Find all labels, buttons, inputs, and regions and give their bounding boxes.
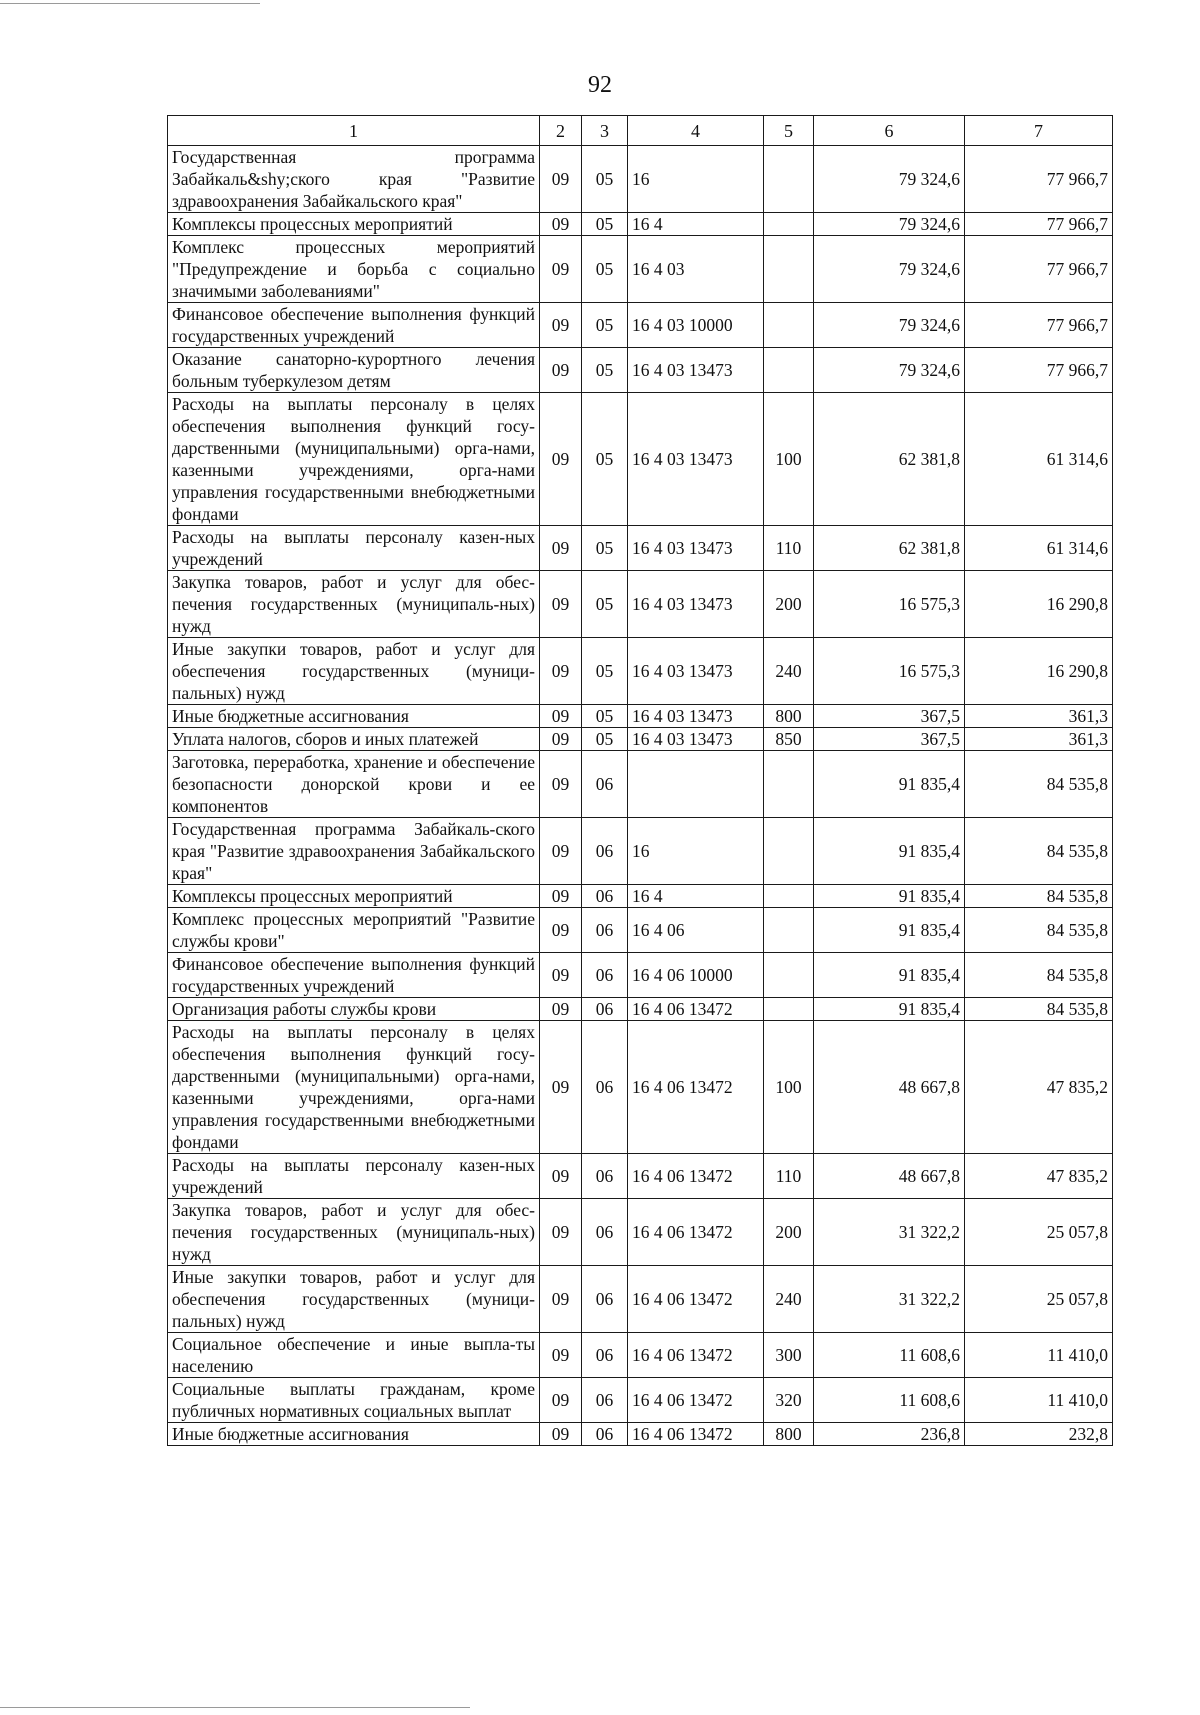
row-description: Комплекс процессных мероприятий "Развитие службы крови"	[168, 908, 540, 953]
row-amount-year-2: 84 535,8	[965, 751, 1113, 818]
row-description: Финансовое обеспечение выполнения функций государственных учреждений	[168, 303, 540, 348]
row-amount-year-2: 77 966,7	[965, 348, 1113, 393]
row-target-article: 16 4	[628, 213, 764, 236]
row-subsection-code: 06	[582, 953, 628, 998]
row-expense-type	[764, 348, 814, 393]
row-expense-type	[764, 751, 814, 818]
row-expense-type: 110	[764, 526, 814, 571]
table-header-row	[168, 116, 1113, 146]
row-section-code: 09	[540, 213, 582, 236]
row-expense-type	[764, 303, 814, 348]
row-amount-year-1: 236,8	[814, 1423, 965, 1446]
row-description: Комплексы процессных мероприятий	[168, 213, 540, 236]
row-target-article: 16 4 03 13473	[628, 571, 764, 638]
row-subsection-code: 06	[582, 1266, 628, 1333]
row-description: Расходы на выплаты персоналу в целях обеспечения выполнения функций госу-дарственными (муниципальными) орга-нами, казенными учреждениями, орга-нами управления государственными внебюджетными фондами	[168, 393, 540, 526]
row-target-article: 16 4 06 13472	[628, 1378, 764, 1423]
table-row	[168, 526, 1113, 571]
row-target-article: 16 4 06 13472	[628, 1266, 764, 1333]
row-expense-type	[764, 236, 814, 303]
table-row	[168, 998, 1113, 1021]
row-description: Финансовое обеспечение выполнения функций государственных учреждений	[168, 953, 540, 998]
row-expense-type: 100	[764, 1021, 814, 1154]
row-description: Социальные выплаты гражданам, кроме публичных нормативных социальных выплат	[168, 1378, 540, 1423]
column-header: 7	[965, 116, 1113, 146]
row-description: Иные закупки товаров, работ и услуг для обеспечения государственных (муници-пальных) нужд	[168, 638, 540, 705]
row-target-article	[628, 751, 764, 818]
row-subsection-code: 06	[582, 1333, 628, 1378]
row-section-code: 09	[540, 908, 582, 953]
row-amount-year-2: 361,3	[965, 728, 1113, 751]
row-amount-year-1: 11 608,6	[814, 1333, 965, 1378]
row-section-code: 09	[540, 348, 582, 393]
table-row	[168, 571, 1113, 638]
row-amount-year-1: 31 322,2	[814, 1266, 965, 1333]
row-section-code: 09	[540, 1423, 582, 1446]
table-row	[168, 1378, 1113, 1423]
row-amount-year-1: 367,5	[814, 705, 965, 728]
row-subsection-code: 06	[582, 998, 628, 1021]
scan-edge-line	[0, 3, 260, 4]
row-subsection-code: 05	[582, 213, 628, 236]
row-target-article: 16 4 03 13473	[628, 705, 764, 728]
row-target-article: 16 4 06 10000	[628, 953, 764, 998]
table-row	[168, 638, 1113, 705]
row-section-code: 09	[540, 1378, 582, 1423]
row-subsection-code: 05	[582, 348, 628, 393]
row-amount-year-1: 48 667,8	[814, 1021, 965, 1154]
row-amount-year-1: 62 381,8	[814, 526, 965, 571]
row-description: Иные бюджетные ассигнования	[168, 1423, 540, 1446]
row-expense-type: 320	[764, 1378, 814, 1423]
row-subsection-code: 06	[582, 908, 628, 953]
row-section-code: 09	[540, 885, 582, 908]
row-expense-type	[764, 908, 814, 953]
row-amount-year-2: 47 835,2	[965, 1021, 1113, 1154]
row-target-article: 16 4 06 13472	[628, 1333, 764, 1378]
row-target-article: 16	[628, 818, 764, 885]
row-target-article: 16 4 06 13472	[628, 1423, 764, 1446]
row-description: Расходы на выплаты персоналу в целях обеспечения выполнения функций госу-дарственными (муниципальными) орга-нами, казенными учреждениями, орга-нами управления государственными внебюджетными фондами	[168, 1021, 540, 1154]
column-header: 1	[168, 116, 540, 146]
row-amount-year-2: 61 314,6	[965, 526, 1113, 571]
row-description: Оказание санаторно-курортного лечения больным туберкулезом детям	[168, 348, 540, 393]
row-amount-year-1: 91 835,4	[814, 953, 965, 998]
row-subsection-code: 05	[582, 705, 628, 728]
row-expense-type	[764, 953, 814, 998]
row-amount-year-2: 47 835,2	[965, 1154, 1113, 1199]
row-target-article: 16 4 03 13473	[628, 638, 764, 705]
row-amount-year-1: 367,5	[814, 728, 965, 751]
row-expense-type: 850	[764, 728, 814, 751]
row-target-article: 16 4 06 13472	[628, 1199, 764, 1266]
row-section-code: 09	[540, 705, 582, 728]
row-section-code: 09	[540, 1333, 582, 1378]
row-expense-type: 110	[764, 1154, 814, 1199]
row-amount-year-2: 25 057,8	[965, 1199, 1113, 1266]
row-section-code: 09	[540, 236, 582, 303]
row-expense-type: 240	[764, 1266, 814, 1333]
row-subsection-code: 05	[582, 526, 628, 571]
table-row	[168, 236, 1113, 303]
row-target-article: 16 4 03	[628, 236, 764, 303]
page-number: 92	[588, 72, 612, 98]
row-subsection-code: 05	[582, 571, 628, 638]
row-amount-year-2: 84 535,8	[965, 998, 1113, 1021]
row-section-code: 09	[540, 638, 582, 705]
row-description: Комплекс процессных мероприятий "Предупреждение и борьба с социально значимыми заболеваниями"	[168, 236, 540, 303]
row-expense-type: 100	[764, 393, 814, 526]
row-section-code: 09	[540, 751, 582, 818]
row-description: Расходы на выплаты персоналу казен-ных учреждений	[168, 1154, 540, 1199]
table-row	[168, 751, 1113, 818]
row-section-code: 09	[540, 1199, 582, 1266]
row-section-code: 09	[540, 393, 582, 526]
row-target-article: 16 4 06 13472	[628, 1154, 764, 1199]
row-expense-type: 200	[764, 1199, 814, 1266]
row-section-code: 09	[540, 571, 582, 638]
row-subsection-code: 06	[582, 1199, 628, 1266]
table-row	[168, 1021, 1113, 1154]
row-subsection-code: 05	[582, 393, 628, 526]
row-amount-year-2: 11 410,0	[965, 1378, 1113, 1423]
row-description: Иные бюджетные ассигнования	[168, 705, 540, 728]
column-header: 5	[764, 116, 814, 146]
row-subsection-code: 05	[582, 146, 628, 213]
row-amount-year-1: 91 835,4	[814, 751, 965, 818]
table-row	[168, 1154, 1113, 1199]
row-amount-year-1: 91 835,4	[814, 908, 965, 953]
row-expense-type	[764, 998, 814, 1021]
row-target-article: 16 4 03 13473	[628, 393, 764, 526]
row-expense-type	[764, 818, 814, 885]
table-row	[168, 908, 1113, 953]
row-section-code: 09	[540, 1266, 582, 1333]
row-amount-year-2: 232,8	[965, 1423, 1113, 1446]
table-row	[168, 213, 1113, 236]
row-description: Государственная программа Забайкаль&shy;ского края "Развитие здравоохранения Забайкальского края"	[168, 146, 540, 213]
row-subsection-code: 06	[582, 818, 628, 885]
row-subsection-code: 06	[582, 1154, 628, 1199]
row-subsection-code: 06	[582, 1021, 628, 1154]
row-amount-year-1: 91 835,4	[814, 818, 965, 885]
row-amount-year-1: 62 381,8	[814, 393, 965, 526]
row-subsection-code: 06	[582, 751, 628, 818]
row-amount-year-1: 79 324,6	[814, 236, 965, 303]
row-description: Комплексы процессных мероприятий	[168, 885, 540, 908]
row-expense-type: 300	[764, 1333, 814, 1378]
row-description: Заготовка, переработка, хранение и обеспечение безопасности донорской крови и ее компонентов	[168, 751, 540, 818]
row-amount-year-2: 11 410,0	[965, 1333, 1113, 1378]
table-row	[168, 348, 1113, 393]
row-section-code: 09	[540, 1021, 582, 1154]
table-row	[168, 953, 1113, 998]
row-target-article: 16 4 06	[628, 908, 764, 953]
row-target-article: 16 4 06 13472	[628, 998, 764, 1021]
row-amount-year-2: 77 966,7	[965, 236, 1113, 303]
row-section-code: 09	[540, 953, 582, 998]
row-amount-year-2: 77 966,7	[965, 146, 1113, 213]
row-amount-year-2: 84 535,8	[965, 885, 1113, 908]
row-description: Социальное обеспечение и иные выпла-ты населению	[168, 1333, 540, 1378]
row-section-code: 09	[540, 303, 582, 348]
row-description: Закупка товаров, работ и услуг для обес-печения государственных (муниципаль-ных) нужд	[168, 1199, 540, 1266]
table-row	[168, 1266, 1113, 1333]
table-row	[168, 705, 1113, 728]
row-amount-year-1: 16 575,3	[814, 571, 965, 638]
table-row	[168, 1333, 1113, 1378]
row-amount-year-1: 16 575,3	[814, 638, 965, 705]
row-amount-year-2: 84 535,8	[965, 953, 1113, 998]
row-description: Государственная программа Забайкаль-ского края "Развитие здравоохранения Забайкальского края"	[168, 818, 540, 885]
row-amount-year-1: 91 835,4	[814, 998, 965, 1021]
row-description: Уплата налогов, сборов и иных платежей	[168, 728, 540, 751]
row-subsection-code: 05	[582, 638, 628, 705]
column-header: 2	[540, 116, 582, 146]
row-section-code: 09	[540, 146, 582, 213]
row-description: Расходы на выплаты персоналу казен-ных учреждений	[168, 526, 540, 571]
table-row	[168, 146, 1113, 213]
row-expense-type	[764, 213, 814, 236]
table-row	[168, 885, 1113, 908]
table-row	[168, 1199, 1113, 1266]
row-expense-type: 800	[764, 1423, 814, 1446]
row-description: Иные закупки товаров, работ и услуг для обеспечения государственных (муници-пальных) нужд	[168, 1266, 540, 1333]
row-expense-type: 800	[764, 705, 814, 728]
row-amount-year-1: 79 324,6	[814, 348, 965, 393]
row-amount-year-2: 16 290,8	[965, 571, 1113, 638]
row-amount-year-2: 84 535,8	[965, 908, 1113, 953]
row-subsection-code: 06	[582, 885, 628, 908]
row-expense-type	[764, 146, 814, 213]
column-header: 6	[814, 116, 965, 146]
row-amount-year-2: 16 290,8	[965, 638, 1113, 705]
row-subsection-code: 05	[582, 728, 628, 751]
row-target-article: 16 4 03 13473	[628, 348, 764, 393]
row-section-code: 09	[540, 526, 582, 571]
row-section-code: 09	[540, 1154, 582, 1199]
row-amount-year-1: 11 608,6	[814, 1378, 965, 1423]
column-header: 4	[628, 116, 764, 146]
table-row	[168, 818, 1113, 885]
scan-edge-line	[0, 1707, 470, 1708]
table-row	[168, 728, 1113, 751]
table-row	[168, 303, 1113, 348]
row-subsection-code: 05	[582, 303, 628, 348]
table-row	[168, 1423, 1113, 1446]
row-amount-year-2: 77 966,7	[965, 213, 1113, 236]
row-amount-year-2: 25 057,8	[965, 1266, 1113, 1333]
row-section-code: 09	[540, 998, 582, 1021]
row-amount-year-2: 361,3	[965, 705, 1113, 728]
row-section-code: 09	[540, 818, 582, 885]
budget-table	[167, 115, 1113, 1446]
row-amount-year-1: 91 835,4	[814, 885, 965, 908]
row-expense-type	[764, 885, 814, 908]
row-subsection-code: 06	[582, 1423, 628, 1446]
row-target-article: 16 4 03 10000	[628, 303, 764, 348]
row-target-article: 16 4 03 13473	[628, 526, 764, 571]
row-target-article: 16 4	[628, 885, 764, 908]
row-amount-year-1: 79 324,6	[814, 213, 965, 236]
row-subsection-code: 06	[582, 1378, 628, 1423]
row-amount-year-1: 31 322,2	[814, 1199, 965, 1266]
row-section-code: 09	[540, 728, 582, 751]
row-target-article: 16 4 03 13473	[628, 728, 764, 751]
row-target-article: 16	[628, 146, 764, 213]
row-amount-year-1: 79 324,6	[814, 146, 965, 213]
row-target-article: 16 4 06 13472	[628, 1021, 764, 1154]
table-body	[168, 146, 1113, 1446]
row-expense-type: 240	[764, 638, 814, 705]
row-amount-year-1: 48 667,8	[814, 1154, 965, 1199]
row-subsection-code: 05	[582, 236, 628, 303]
row-description: Организация работы службы крови	[168, 998, 540, 1021]
row-amount-year-2: 61 314,6	[965, 393, 1113, 526]
row-description: Закупка товаров, работ и услуг для обес-печения государственных (муниципаль-ных) нужд	[168, 571, 540, 638]
row-amount-year-1: 79 324,6	[814, 303, 965, 348]
table-row	[168, 393, 1113, 526]
row-amount-year-2: 77 966,7	[965, 303, 1113, 348]
row-expense-type: 200	[764, 571, 814, 638]
row-amount-year-2: 84 535,8	[965, 818, 1113, 885]
column-header: 3	[582, 116, 628, 146]
